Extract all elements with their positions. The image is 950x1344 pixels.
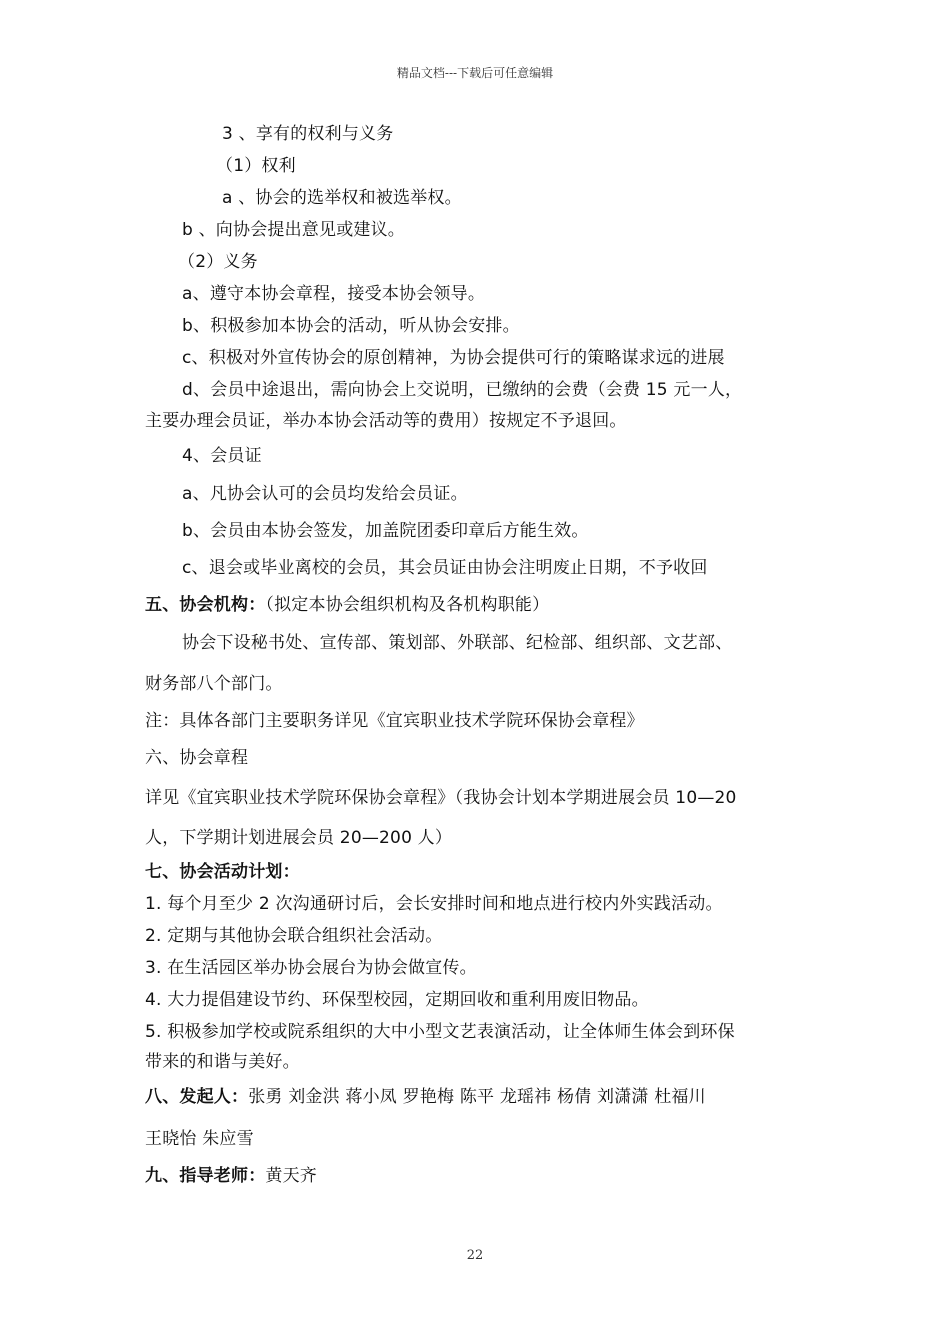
section8-line — [145, 1085, 706, 1109]
item-card-a: a、凡协会认可的会员均发给会员证。 — [182, 484, 468, 504]
founders-list-cont: 王晓怡 朱应雪 — [145, 1129, 254, 1149]
section7-heading: 七、协会活动计划： — [145, 862, 300, 882]
section8-heading: 八、发起人： — [145, 1087, 249, 1107]
item-rights-a: a 、协会的选举权和被选举权。 — [222, 188, 462, 208]
item-duties-d-cont: 主要办理会员证，举办本协会活动等的费用）按规定不予退回。 — [145, 411, 627, 431]
item-duties-c: c、积极对外宣传协会的原创精神，为协会提供可行的策略谋求远的进展 — [182, 348, 725, 368]
section6-heading: 六、协会章程 — [145, 748, 249, 768]
item-rights-duties: 3 、享有的权利与义务 — [222, 124, 394, 144]
section6-body-cont: 人，下学期计划进展会员 20—200 人） — [145, 828, 453, 848]
section5-line — [145, 593, 549, 617]
item-member-card: 4、会员证 — [182, 446, 262, 466]
item-card-b: b、会员由本协会签发，加盖院团委印章后方能生效。 — [182, 521, 589, 541]
plan-item-3: 3. 在生活园区举办协会展台为协会做宣传。 — [145, 958, 477, 978]
item-duties-d: d、会员中途退出，需向协会上交说明，已缴纳的会费（会费 15 元一人， — [182, 380, 743, 400]
founders-list: 张勇 刘金洪 蒋小凤 罗艳梅 陈平 龙瑶祎 杨倩 刘潇潇 杜福川 — [248, 1087, 706, 1107]
plan-item-5: 5. 积极参加学校或院系组织的大中小型文艺表演活动，让全体师生体会到环保 — [145, 1022, 735, 1042]
item-duties: （2）义务 — [178, 252, 258, 272]
plan-item-2: 2. 定期与其他协会联合组织社会活动。 — [145, 926, 443, 946]
item-rights-b: b 、向协会提出意见或建议。 — [182, 220, 405, 240]
section9-heading: 九、指导老师： — [145, 1166, 266, 1186]
advisor-name: 黄天齐 — [265, 1166, 318, 1186]
section5-note: （拟定本协会组织机构及各机构职能） — [265, 595, 550, 615]
plan-item-4: 4. 大力提倡建设节约、环保型校园，定期回收和重利用废旧物品。 — [145, 990, 649, 1010]
page-header: 精品文档---下载后可任意编辑 — [396, 66, 554, 80]
section5-body: 协会下设秘书处、宣传部、策划部、外联部、纪检部、组织部、文艺部、 — [182, 633, 733, 653]
item-rights: （1）权利 — [216, 156, 296, 176]
section5-remark: 注：具体各部门主要职务详见《宜宾职业技术学院环保协会章程》 — [145, 711, 644, 731]
section5-body-cont: 财务部八个部门。 — [145, 674, 283, 694]
item-duties-b: b、积极参加本协会的活动，听从协会安排。 — [182, 316, 520, 336]
plan-item-1: 1. 每个月至少 2 次沟通研讨后，会长安排时间和地点进行校内外实践活动。 — [145, 894, 723, 914]
item-duties-a: a、遵守本协会章程，接受本协会领导。 — [182, 284, 486, 304]
section6-body: 详见《宜宾职业技术学院环保协会章程》（我协会计划本学期进展会员 10—20 — [145, 788, 737, 808]
section9-line — [145, 1164, 317, 1188]
plan-item-5-cont: 带来的和谐与美好。 — [145, 1052, 300, 1072]
page-number: 22 — [466, 1248, 484, 1263]
section5-heading: 五、协会机构： — [145, 595, 266, 615]
item-card-c: c、退会或毕业离校的会员，其会员证由协会注明废止日期，不予收回 — [182, 558, 708, 578]
